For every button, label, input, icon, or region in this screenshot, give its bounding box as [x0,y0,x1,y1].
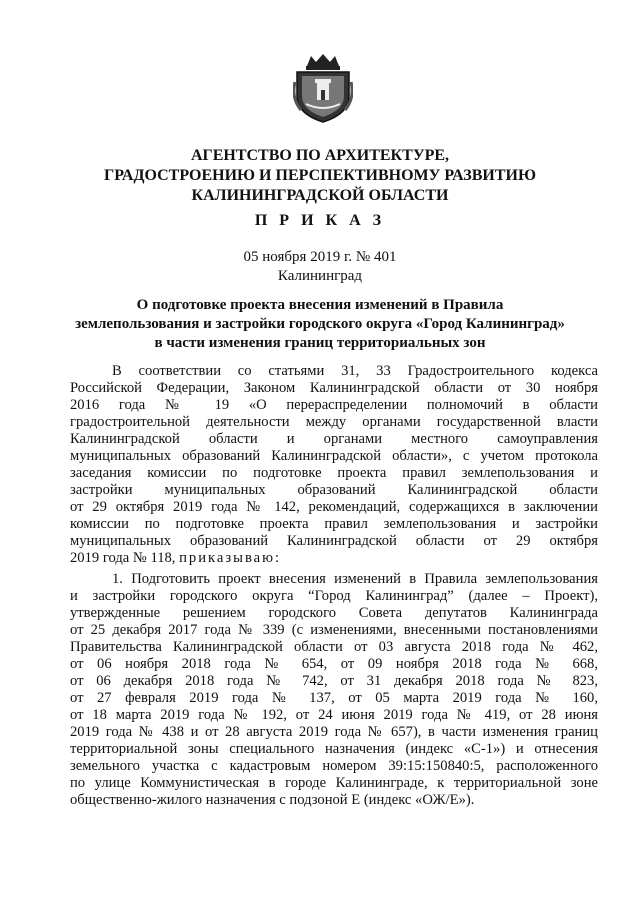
item-1-line: 1. Подготовить проект внесения изменений в Правила землепользования [112,571,598,587]
body-line: Российской Федерации, Законом Калининградской области от 30 ноября [70,380,598,396]
item-1-line: Правительства Калининградской области от 03 августа 2018 года № 462, [70,639,598,655]
item-1-line: от 06 ноября 2018 года № 654, от 09 ноября 2018 года № 668, [70,656,598,672]
body-line: 2016 года № 19 «О перераспределении полномочий в области [70,397,598,413]
item-1-line: от 27 февраля 2019 года № 137, от 05 марта 2019 года № 160, [70,690,598,706]
item-1-line: земельного участка с кадастровым номером 39:15:150840:5, расположенного [70,758,598,774]
body-line: градостроительной деятельности между органами государственной власти [70,414,598,430]
item-1-line: утвержденные решением городского Совета депутатов Калининграда [70,605,598,621]
body-line: от 29 октября 2019 года № 142, рекомендаций, содержащихся в заключении [70,499,598,515]
document-title-line-3: в части изменения границ территориальных зон [154,335,486,351]
document-title-line-1: О подготовке проекта внесения изменений в Правила [136,297,504,313]
item-1-line: от 18 марта 2019 года № 192, от 24 июня 2019 года № 419, от 28 июня [70,707,598,723]
body-line: муниципальных образований Калининградской области от 29 октября [70,533,598,549]
item-1-line: и застройки городского округа “Город Калининград” (далее – Проект), [70,588,598,604]
document-city: Калининград [277,268,363,284]
document-type: П Р И К А З [254,212,386,229]
prikazyvayu-word: приказываю: [179,550,282,566]
document-title-line-2: землепользования и застройки городского округа «Город Калининград» [75,316,565,332]
item-1-line: от 25 декабря 2017 года № 339 (с изменениями, внесенными постановлениями [70,622,598,638]
body-line: заседания комиссии по подготовке проекта правил землепользования и [70,465,598,481]
document-date-number: 05 ноября 2019 г. № 401 [243,249,397,265]
agency-name-line-1: АГЕНТСТВО ПО АРХИТЕКТУРЕ, [190,147,450,164]
body-line: муниципальных образований Калининградской области», с учетом протокола [70,448,598,464]
body-line: В соответствии со статьями 31, 33 Градостроительного кодекса [112,363,598,379]
agency-name-line-3: КАЛИНИНГРАДСКОЙ ОБЛАСТИ [191,187,449,204]
item-1-line: по улице Коммунистическая в городе Калининграде, к территориальной зоне [70,775,598,791]
item-1-line: 2019 года № 438 и от 28 августа 2019 года № 657), в части изменения границ [70,724,598,740]
body-last-prefix: 2019 года № 118, [70,550,180,566]
item-1-line-last: общественно-жилого назначения с подзоной Е (индекс «ОЖ/Е»). [70,792,475,808]
item-1-line: от 06 декабря 2018 года № 742, от 31 декабря 2018 года № 823, [70,673,598,689]
item-1-line: территориальной зоны специального назначения (индекс «С-1») и отнесения [70,741,598,757]
body-line-last [70,550,598,567]
body-line: застройки муниципальных образований Калининградской области [70,482,598,498]
body-line: комиссии по подготовке проекта правил землепользования и застройки [70,516,598,532]
body-line: Калининградской области и органами местного самоуправления [70,431,598,447]
agency-name-line-2: ГРАДОСТРОЕНИЮ И ПЕРСПЕКТИВНОМУ РАЗВИТИЮ [104,167,536,184]
coat-of-arms-icon [293,52,353,124]
